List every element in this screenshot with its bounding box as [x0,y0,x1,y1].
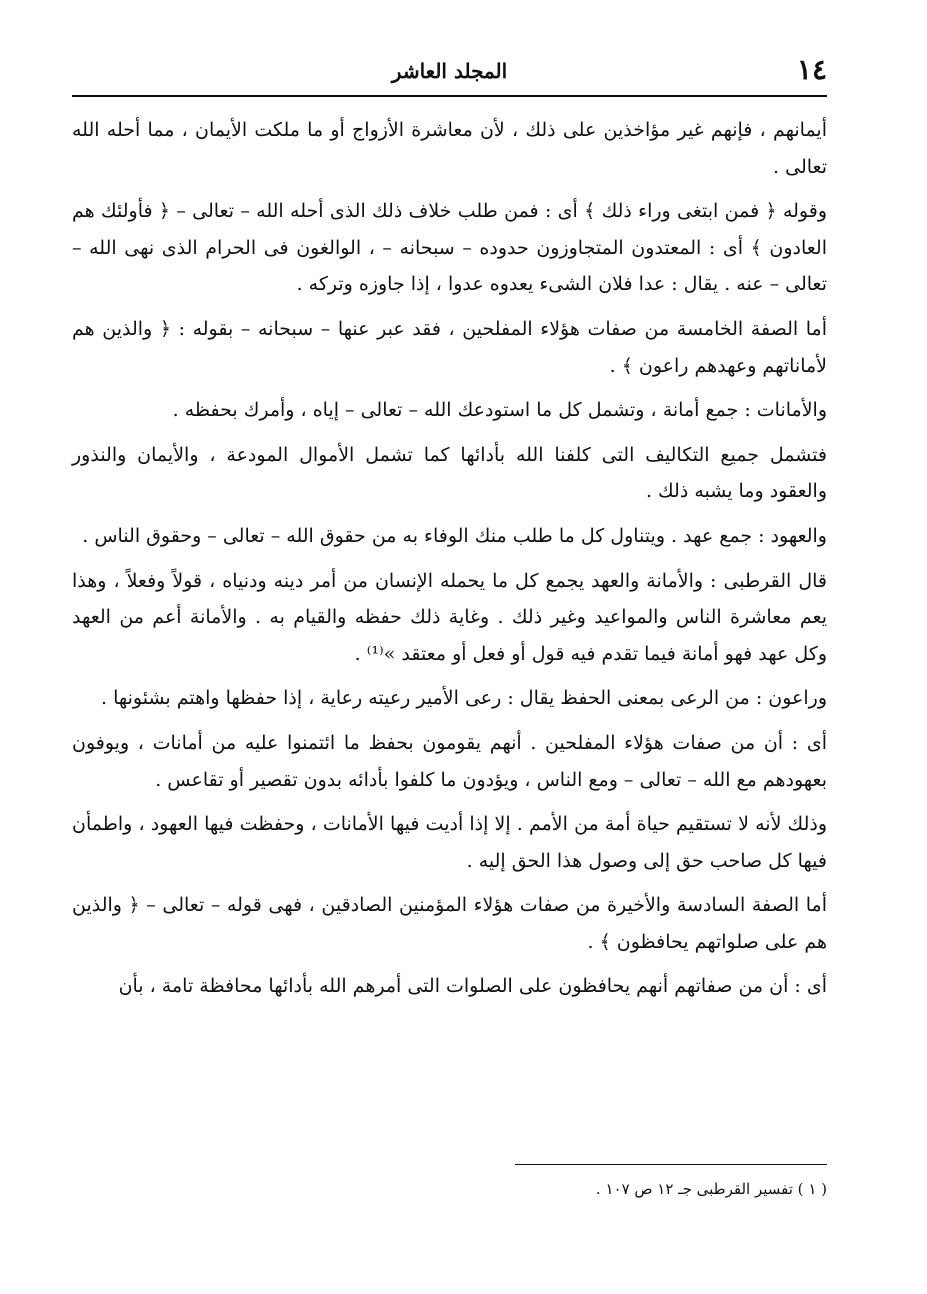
header-divider [72,95,827,97]
paragraph: والأمانات : جمع أمانة ، وتشمل كل ما استودعك الله – تعالى – إياه ، وأمرك بحفظه . [172,399,827,422]
footnote-divider [515,1164,827,1165]
page-header [72,52,827,88]
paragraph: فتشمل جميع التكاليف التى كلفنا الله بأدائها كما تشمل الأموال المودعة ، والأيمان والنذور والعقود وما يشبه ذلك . [72,443,828,503]
footnote: ( ١ ) تفسير القرطبى جـ ١٢ ص ١٠٧ . [595,1180,827,1198]
paragraph: قال القرطبى : والأمانة والعهد يجمع كل ما يحمله الإنسان من أمر دينه ودنياه ، قولاً وفعلاً ، وهذا يعم معاشرة الناس والمواعيد وغير ذلك . وغاية ذلك حفظه والقيام به . والأمانة أعم من العهد وكل عهد فهو أمانة فيما تقدم فيه قول أو فعل أو معتقد »⁽¹⁾ . [72,569,827,665]
paragraph: والعهود : جمع عهد . ويتناول كل ما طلب منك الوفاء به من حقوق الله – تعالى – وحقوق الناس . [82,524,827,547]
paragraph: أما الصفة الخامسة من صفات هؤلاء المفلحين ، فقد عبر عنها – سبحانه – بقوله : ﴿ والذين هم لأماناتهم وعهدهم راعون ﴾ . [72,317,827,377]
paragraph: وقوله ﴿ فمن ابتغى وراء ذلك ﴾ أى : فمن طلب خلاف ذلك الذى أحله الله – تعالى – ﴿ فأولئك هم العادون ﴾ أى : المعتدون المتجاوزون حدوده – سبحانه – ، الوالغون فى الحرام الذى نهى الله – تعالى – عنه . يقال : عدا فلان الشىء يعدوه عدوا ، إذا جاوزه وتركه . [72,200,827,296]
page-number: ١٤ [796,53,827,86]
paragraph: أى : أن من صفاتهم أنهم يحافظون على الصلوات التى أمرهم الله بأدائها محافظة تامة ، بأن [118,975,827,998]
running-title: المجلد العاشر [391,59,508,83]
body-text [72,112,827,1013]
paragraph: أما الصفة السادسة والأخيرة من صفات هؤلاء المؤمنين الصادقين ، فهى قوله – تعالى – ﴿ والذين هم على صلواتهم يحافظون ﴾ . [72,894,827,953]
paragraph: وذلك لأنه لا تستقيم حياة أمة من الأمم . إلا إذا أديت فيها الأمانات ، وحفظت فيها العهود ، واطمأن فيها كل صاحب حق إلى وصول هذا الحق إليه . [72,813,827,872]
paragraph: وراعون : من الرعى بمعنى الحفظ يقال : رعى الأمير رعيته رعاية ، إذا حفظها واهتم بشئونها . [100,687,827,710]
paragraph: أى : أن من صفات هؤلاء المفلحين . أنهم يقومون بحفظ ما ائتمنوا عليه من أمانات ، ويوفون بعهودهم مع الله – تعالى – ومع الناس ، ويؤدون ما كلفوا بأدائه بدون تقصير أو تقاعس . [72,731,827,791]
paragraph: أيمانهم ، فإنهم غير مؤاخذين على ذلك ، لأن معاشرة الأزواج أو ما ملكت الأيمان ، مما أحله الله تعالى . [72,119,827,178]
